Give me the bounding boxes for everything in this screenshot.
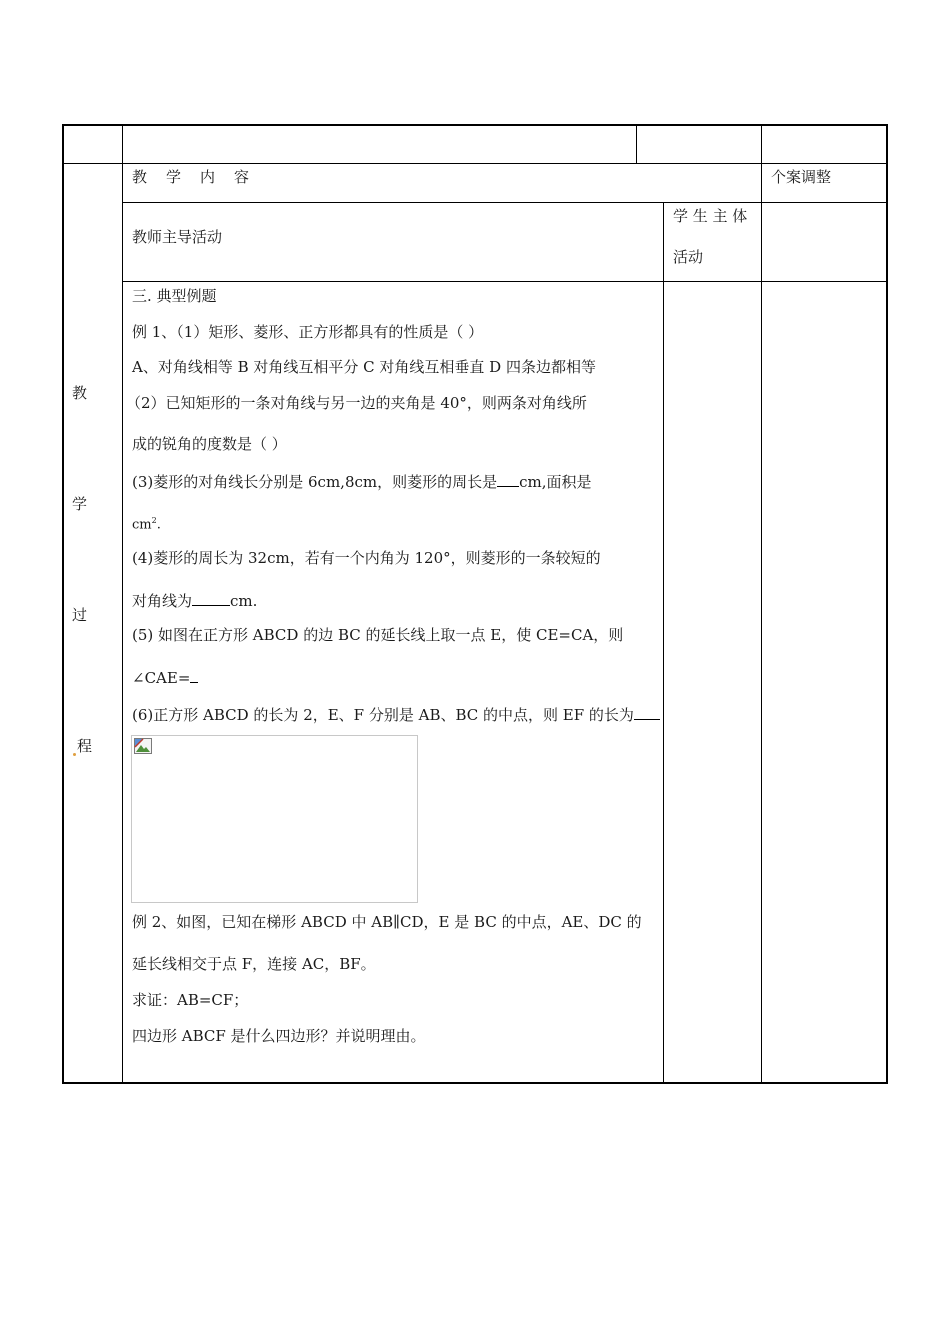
question-4-text-b: cm.	[230, 592, 258, 610]
table-border-top	[62, 124, 888, 126]
side-label-1: 教	[72, 384, 88, 402]
question-3-text-b: cm,面积是	[519, 473, 592, 491]
side-label-2: 学	[72, 495, 88, 513]
question-3-line-1	[132, 470, 592, 492]
question-5-text: ∠CAE=	[132, 669, 191, 687]
adjust-title: 个案调整	[771, 168, 832, 186]
teacher-activity-label: 教师主导活动	[132, 228, 223, 246]
question-3-text-a: (3)菱形的对角线长分别是 6cm,8cm，则菱形的周长是	[132, 473, 498, 491]
student-activity-label-2: 活动	[673, 248, 704, 266]
row-divider-3	[122, 281, 888, 282]
question-4-line-2	[132, 589, 257, 611]
broken-image-icon	[134, 738, 152, 754]
question-6-text: (6)正方形 ABCD 的长为 2，E、F 分别是 AB、BC 的中点，则 EF 的长为	[132, 706, 634, 724]
side-label-4	[72, 736, 92, 756]
question-5-line-1: (5) 如图在正方形 ABCD 的边 BC 的延长线上取一点 E，使 CE=CA，则	[132, 626, 624, 644]
table-border-right	[886, 124, 888, 1084]
answer-blank-angle	[190, 666, 198, 683]
table-border-left	[62, 124, 64, 1084]
example-1-options: A、对角线相等 B 对角线互相平分 C 对角线互相垂直 D 四条边都相等	[132, 358, 596, 376]
side-label-4-text: 程	[77, 737, 93, 755]
example-2-line-2: 延长线相交于点 F，连接 AC，BF。	[132, 955, 376, 973]
question-3-end: .	[156, 517, 161, 533]
table-border-bottom	[62, 1082, 888, 1084]
column-divider-side	[122, 124, 123, 1084]
question-2-line-2: 成的锐角的度数是（ ）	[132, 435, 287, 453]
row-divider-1	[62, 163, 888, 164]
content-title: 教 学 内 容	[132, 168, 252, 186]
question-3-unit: cm	[132, 517, 152, 533]
student-activity-label-1: 学 生 主 体	[673, 207, 748, 225]
figure-image-placeholder	[131, 735, 418, 903]
answer-blank-perimeter	[497, 470, 519, 487]
question-3-line-2	[132, 511, 161, 535]
question-6-line	[132, 703, 660, 725]
section-title: 三. 典型例题	[132, 287, 217, 305]
question-2-line-1: （2）已知矩形的一条对角线与另一边的夹角是 40°，则两条对角线所	[126, 394, 587, 412]
example-2-question: 四边形 ABCF 是什么四边形？并说明理由。	[132, 1027, 426, 1045]
question-4-text-a: 对角线为	[132, 592, 193, 610]
row-divider-2	[122, 202, 888, 203]
column-divider-top-mid	[636, 124, 637, 163]
anchor-mark-icon	[73, 753, 76, 756]
example-1-title: 例 1、（1）矩形、菱形、正方形都具有的性质是（ ）	[132, 323, 484, 341]
question-4-line-1: (4)菱形的周长为 32cm，若有一个内角为 120°，则菱形的一条较短的	[132, 549, 601, 567]
question-3-superscript: 2	[151, 516, 157, 525]
column-divider-adjust	[761, 124, 762, 1084]
side-label-3: 过	[72, 606, 88, 624]
example-2-prove: 求证：AB=CF；	[132, 991, 249, 1009]
answer-blank-diagonal	[192, 589, 230, 606]
answer-blank-ef	[634, 703, 660, 720]
column-divider-student	[663, 202, 664, 1084]
example-2-line-1: 例 2、如图，已知在梯形 ABCD 中 AB∥CD，E 是 BC 的中点，AE、DC 的	[132, 913, 642, 931]
question-5-line-2	[132, 666, 198, 688]
